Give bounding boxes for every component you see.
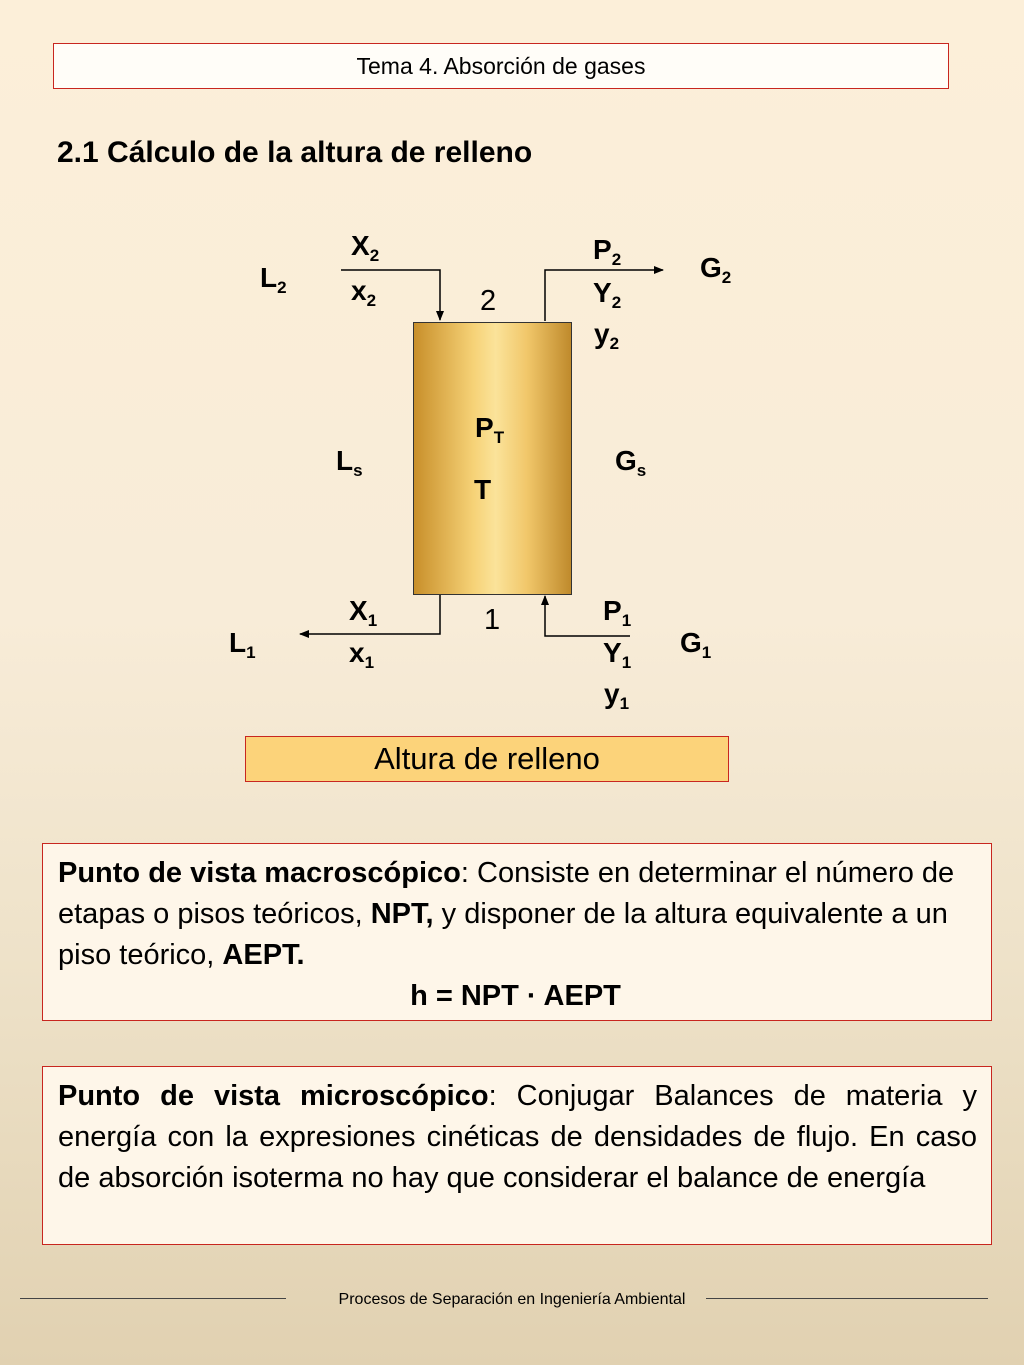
macro-paragraph (58, 853, 977, 976)
macro-heading: Punto de vista macroscópico (58, 857, 461, 889)
label-x1: $x_1$ (349, 637, 375, 672)
macro-bold-npt: NPT, (370, 898, 434, 930)
label-Y2: $Y_2$ (593, 277, 622, 312)
footer-text: Procesos de Separación en Ingeniería Ambiental (338, 1291, 686, 1308)
label-Ls: $L_s$ (336, 445, 363, 480)
section-title: 2.1 Cálculo de la altura de relleno (57, 136, 533, 169)
packed-column (413, 322, 572, 595)
macro-formula: h = NPT · AEPT (410, 980, 621, 1012)
altura-caption-box (245, 736, 729, 782)
label-y2: $y_2$ (594, 318, 620, 353)
label-Y1: $Y_1$ (603, 637, 632, 672)
micro-paragraph (58, 1076, 977, 1199)
macro-text-2: y disponer de la altura equivalente a un piso teórico, (58, 898, 948, 971)
altura-caption: Altura de relleno (374, 741, 600, 776)
header-title: Tema 4. Absorción de gases (356, 52, 646, 79)
top-section-number: 2 (480, 285, 497, 317)
micro-heading: Punto de vista microscópico (58, 1080, 489, 1112)
label-L2: $L_2$ (260, 262, 287, 297)
label-P1: $P_1$ (603, 595, 632, 630)
micro-text: : Conjugar Balances de materia y energía con la expresiones cinéticas de densidades de flujo. En caso de absorción isoterma no hay que considerar el balance de energía (58, 1080, 977, 1194)
label-L1: $L_1$ (229, 627, 256, 662)
bottom-section-number: 1 (484, 604, 501, 636)
label-G1: $G_1$ (680, 627, 712, 662)
label-X1: $X_1$ (349, 595, 378, 630)
micro-box (42, 1066, 992, 1245)
macro-bold-aept: AEPT. (222, 939, 305, 971)
label-x2: $x_2$ (351, 275, 377, 310)
label-PT: $P_T$ (475, 412, 505, 447)
label-P2: $P_2$ (593, 234, 622, 269)
label-X2: $X_2$ (351, 230, 380, 265)
macro-text-1: : Consiste en determinar el número de etapas o pisos teóricos, (58, 857, 955, 930)
label-y1: $y_1$ (604, 678, 630, 713)
label-G2: $G_2$ (700, 252, 732, 287)
macro-box (42, 843, 992, 1021)
label-T: T (474, 474, 492, 505)
label-Gs: $G_s$ (615, 445, 647, 480)
